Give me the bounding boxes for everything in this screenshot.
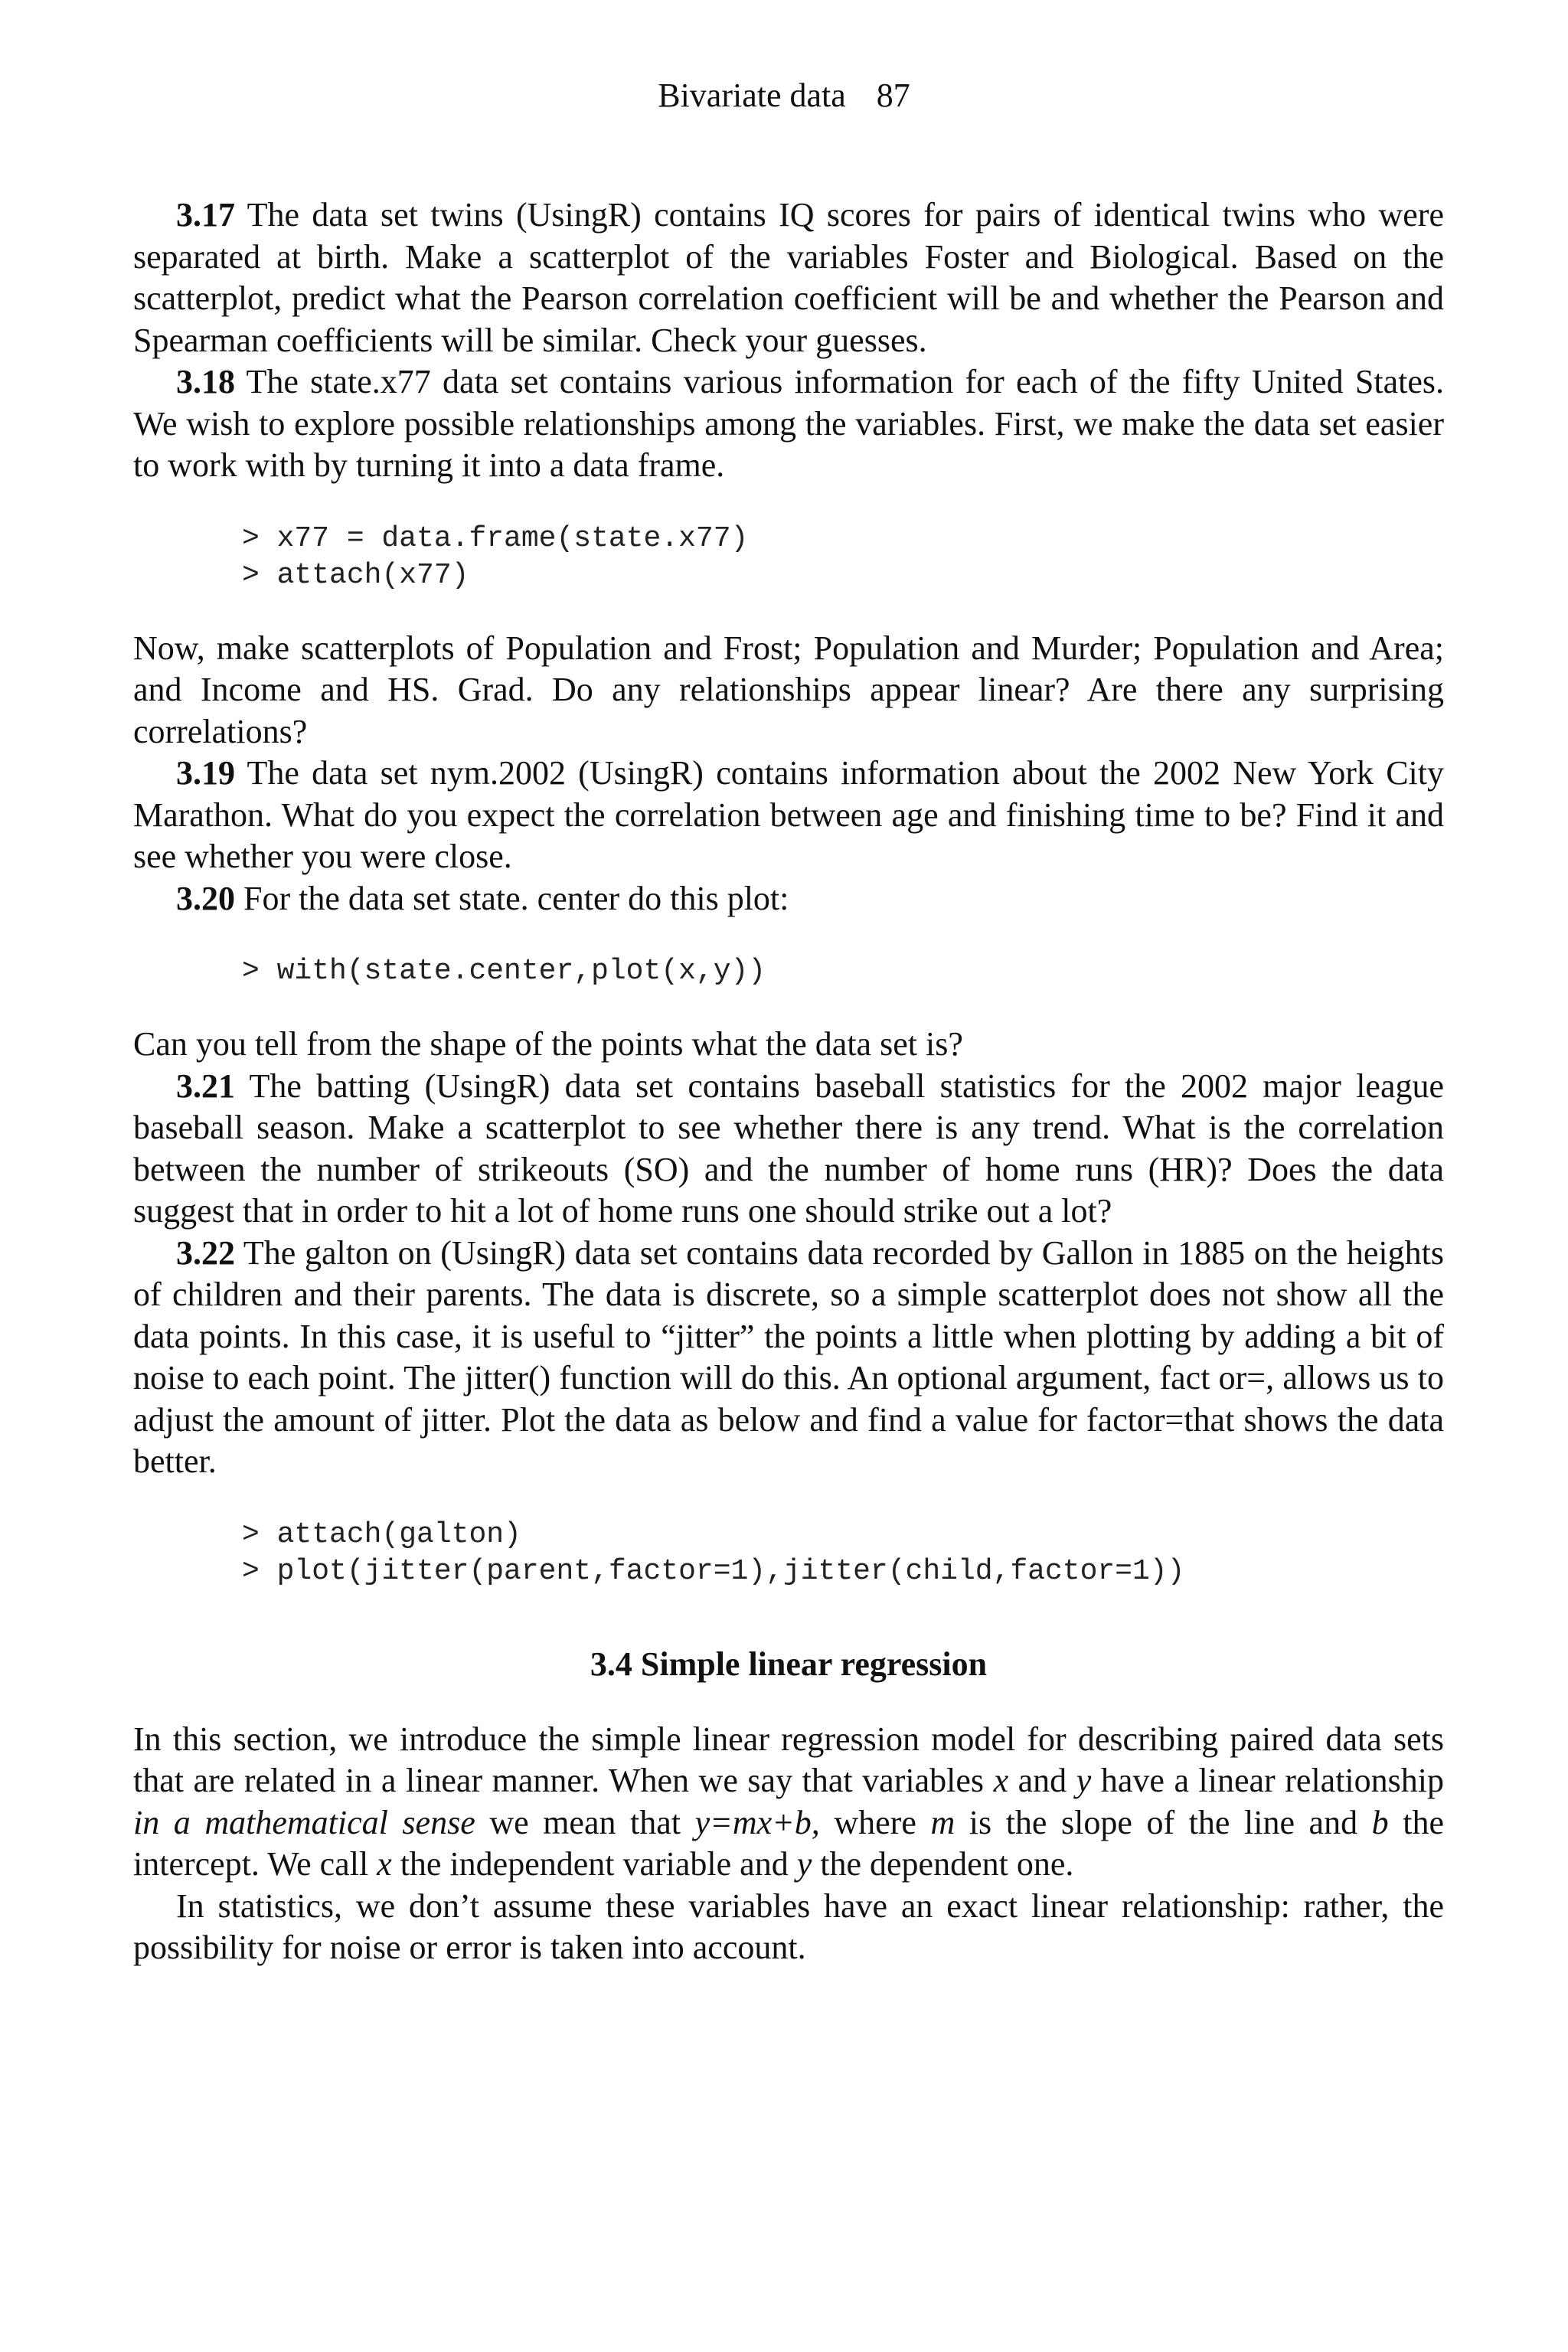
exercise-3-18 bbox=[133, 361, 1444, 487]
page-body bbox=[133, 194, 1444, 1969]
exercise-3-21 bbox=[133, 1066, 1444, 1233]
exercise-number: 3.22 bbox=[176, 1233, 235, 1272]
exercise-text: The data set nym.2002 (UsingR) contains information about the 2002 New York City Marathon. What do you expect the correlation between age and finishing time to be? Find it and see whether you were close. bbox=[133, 754, 1444, 875]
code-line: > attach(galton) bbox=[242, 1517, 521, 1551]
variable-y: y bbox=[796, 1845, 812, 1883]
code-block bbox=[242, 953, 1444, 990]
equation: y=mx+b, bbox=[694, 1803, 820, 1841]
exercise-text: The galton on (UsingR) data set contains data recorded by Gallon in 1885 on the heights of children and their parents. The data is discrete, so a simple scatterplot does not show all the data points. In this case, it is useful to “jitter” the points a little when plotting by adding a bit of noise to each point. The jitter() function will do this. An optional argument, fact or=, allows us to adjust the amount of jitter. Plot the data as below and find a value for factor=that shows the data better. bbox=[133, 1233, 1444, 1480]
section-heading: 3.4 Simple linear regression bbox=[590, 1645, 988, 1683]
variable-b: b bbox=[1371, 1803, 1389, 1841]
code-line: > with(state.center,plot(x,y)) bbox=[242, 955, 766, 988]
exercise-text: The state.x77 data set contains various information for each of the fifty United States. We wish to explore possible relationships among the variables. First, we make the data set easier to work with by turning it into a data frame. bbox=[133, 363, 1444, 484]
text-run: where bbox=[819, 1803, 931, 1841]
italic-phrase: in a mathematical sense bbox=[133, 1803, 475, 1841]
text-run: the intercept. We call bbox=[133, 1803, 1444, 1883]
section-paragraph bbox=[133, 1719, 1444, 1886]
code-block bbox=[242, 521, 1444, 594]
text-run: the independent variable and bbox=[391, 1845, 797, 1883]
exercise-number: 3.17 bbox=[176, 196, 235, 234]
code-line: > attach(x77) bbox=[242, 558, 469, 592]
exercise-3-20 bbox=[133, 878, 1444, 920]
code-block bbox=[242, 1517, 1444, 1590]
code-line: > plot(jitter(parent,factor=1),jitter(child,factor=1)) bbox=[242, 1554, 1185, 1588]
exercise-3-20-continued: Can you tell from the shape of the points what the data set is? bbox=[133, 1025, 963, 1063]
exercise-3-17 bbox=[133, 194, 1444, 361]
text-run: have a linear relationship bbox=[1091, 1762, 1445, 1799]
exercise-text: The batting (UsingR) data set contains baseball statistics for the 2002 major league baseball season. Make a scatterplot to see whether there is any trend. What is the correlation between the number of strikeouts (SO) and the number of home runs (HR)? Does the data suggest that in order to hit a lot of home runs one should strike out a lot? bbox=[133, 1067, 1444, 1230]
variable-m: m bbox=[930, 1803, 956, 1841]
exercise-3-19 bbox=[133, 753, 1444, 878]
section-paragraph: In statistics, we don’t assume these variables have an exact linear relationship: rather, the possibility for noise or error is taken into account. bbox=[133, 1886, 1444, 1966]
text-run: and bbox=[1008, 1762, 1076, 1799]
variable-x: x bbox=[993, 1762, 1009, 1799]
exercise-text: For the data set state. center do this plot: bbox=[235, 879, 789, 917]
text-run: is the slope of the line and bbox=[955, 1803, 1372, 1841]
exercise-3-22 bbox=[133, 1233, 1444, 1483]
text-run: we mean that bbox=[475, 1803, 695, 1841]
exercise-number: 3.19 bbox=[176, 754, 235, 792]
text-run: In this section, we introduce the simple linear regression model for describing paired data sets that are related in a linear manner. When we say that variables bbox=[133, 1720, 1444, 1799]
exercise-3-18-continued: Now, make scatterplots of Population and Frost; Population and Murder; Population and Area; and Income and HS. Grad. Do any relationships appear linear? Are there any surprising correlations? bbox=[133, 629, 1444, 750]
exercise-number: 3.21 bbox=[176, 1067, 235, 1105]
exercise-text: The data set twins (UsingR) contains IQ scores for pairs of identical twins who were separated at birth. Make a scatterplot of the variables Foster and Biological. Based on the scatterplot, predict what the Pearson correlation coefficient will be and whether the Pearson and Spearman coefficients will be similar. Check your guesses. bbox=[133, 196, 1444, 359]
exercise-number: 3.20 bbox=[176, 879, 235, 917]
code-line: > x77 = data.frame(state.x77) bbox=[242, 521, 749, 555]
page-number: 87 bbox=[876, 77, 910, 114]
variable-y: y bbox=[1076, 1762, 1092, 1799]
text-run: the dependent one. bbox=[812, 1845, 1074, 1883]
running-head-title: Bivariate data bbox=[658, 77, 846, 114]
exercise-number: 3.18 bbox=[176, 363, 235, 400]
running-head bbox=[0, 75, 1568, 116]
variable-x: x bbox=[377, 1845, 392, 1883]
